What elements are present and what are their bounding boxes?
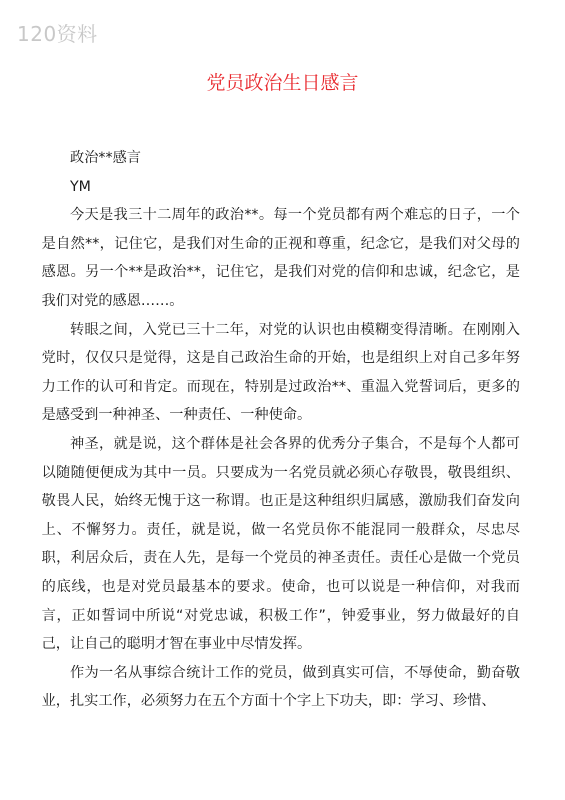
paragraph-3: 神圣，就是说，这个群体是社会各界的优秀分子集合，不是每个人都可以随随便便成为其中一员。只要成为一名党员就必须心存敬畏，敬畏组织、敬畏人民，始终无愧于这一称谓。也正是这种组织归属感，激励我们奋发向上、不懈努力。责任，就是说，做一名党员你不能混同一般群众，尽忠尽职，利居众后，责在人先，是每一个党员的神圣责任。责任心是做一个党员的底线，也是对党员最基本的要求。使命，也可以说是一种信仰，对我而言，正如誓词中所说“对党忠诚，积极工作”，钟爱事业，努力做最好的自己，让自己的聪明才智在事业中尽情发挥。: [41, 435, 520, 653]
paragraph-2: 转眼之间，入党已三十二年，对党的认识也由模糊变得清晰。在刚刚入党时，仅仅只是觉得，这是自己政治生命的开始，也是组织上对自己多年努力工作的认可和肯定。而现在，特别是过政治**、重温入党誓词后，更多的是感受到一种神圣、一种责任、一种使命。: [41, 321, 520, 424]
document-body: [41, 144, 520, 716]
paragraph-1: 今天是我三十二周年的政治**。每一个党员都有两个难忘的日子，一个是自然**，记住它，是我们对生命的正视和尊重，纪念它，是我们对父母的感恩。另一个**是政治**，记住它，是我们对党的信仰和忠诚，纪念它，是我们对党的感恩……。: [41, 207, 520, 309]
paragraph-4: 作为一名从事综合统计工作的党员，做到真实可信，不辱使命，勤奋敬业，扎实工作，必须努力在五个方面十个字上下功夫，即：学习、珍惜、: [41, 664, 520, 710]
document-author: YM: [70, 178, 91, 195]
watermark: 120资料: [17, 22, 98, 46]
document-subtitle: 政治**感言: [70, 150, 141, 166]
document-title: 党员政治生日感言: [206, 72, 359, 94]
